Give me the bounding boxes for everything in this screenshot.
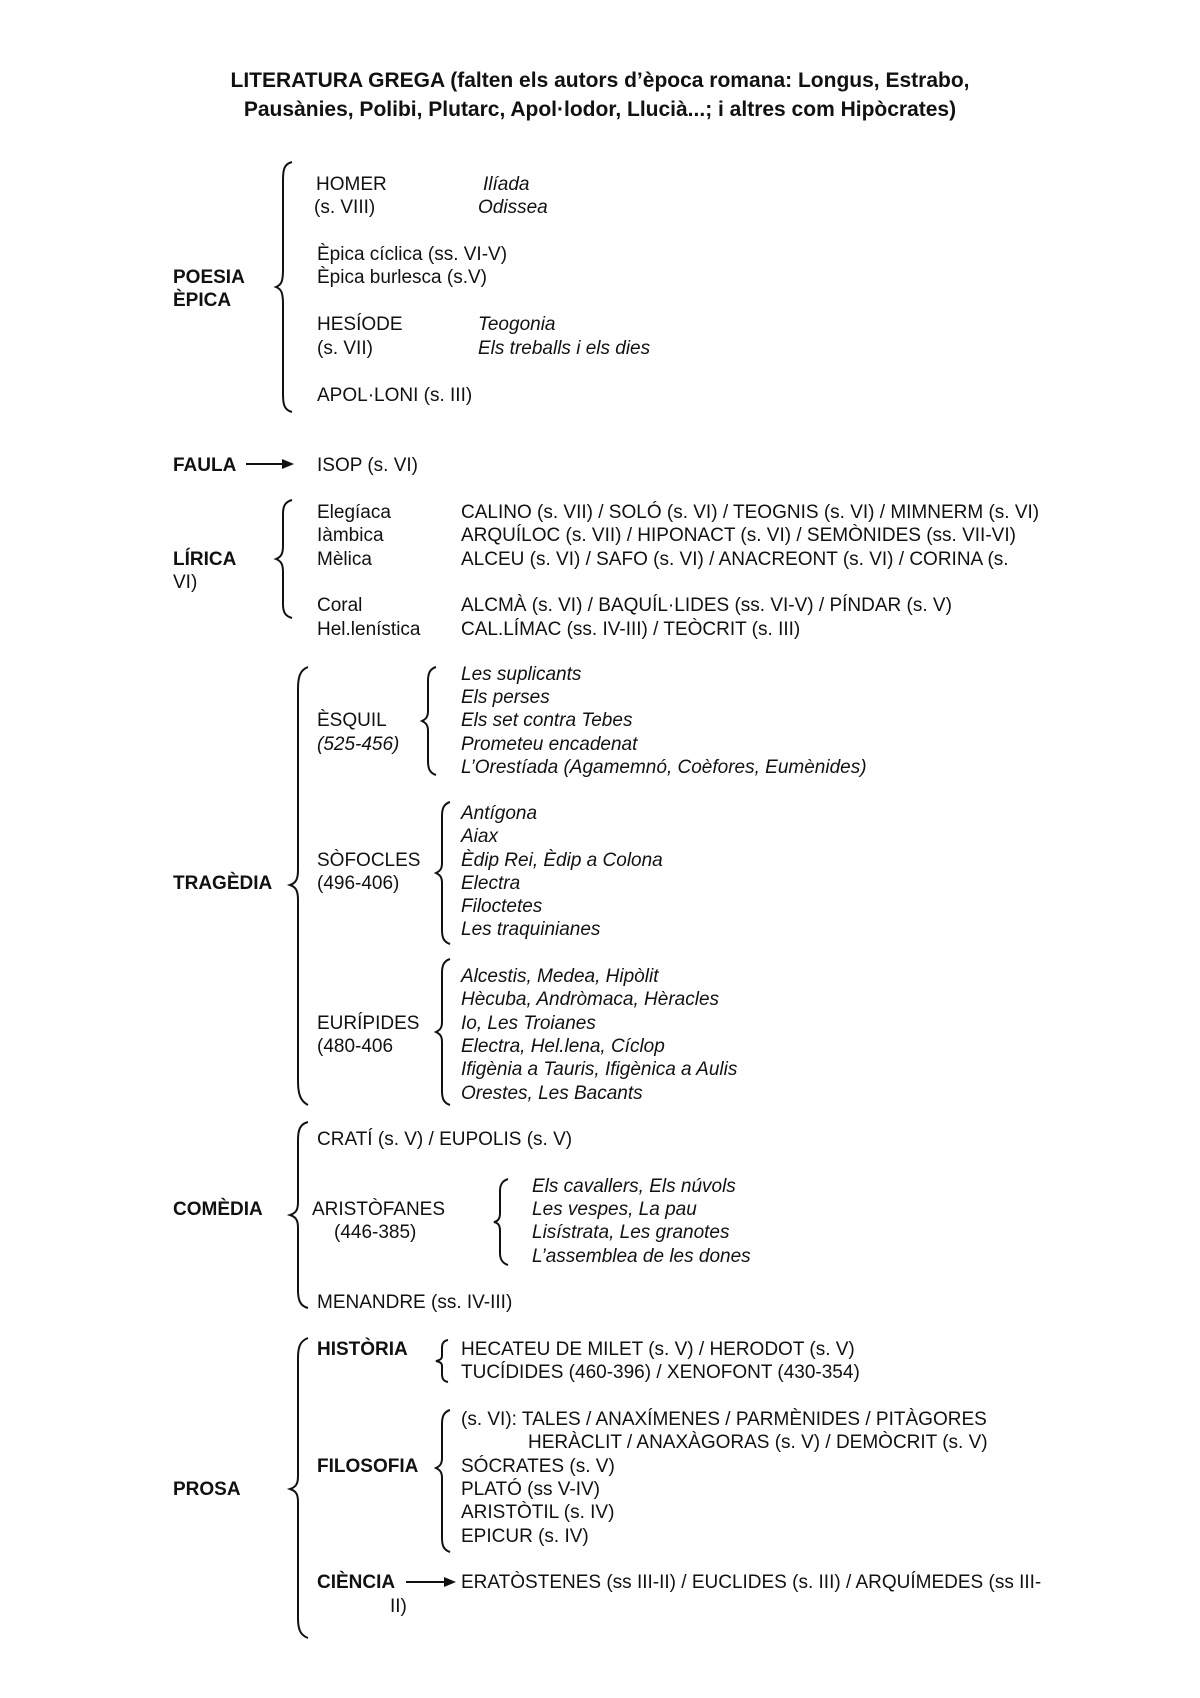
euripides-work: Alcestis, Medea, Hipòlit	[461, 966, 659, 987]
work-odissea: Odissea	[478, 197, 548, 218]
euripides-date: (480-406	[317, 1036, 394, 1057]
aristofanes-work: Lisístrata, Les granotes	[532, 1222, 730, 1243]
esquil-date: (525-456)	[317, 734, 400, 755]
ciencia-label: CIÈNCIA	[317, 1572, 396, 1593]
sofocles-work: Les traquinianes	[461, 919, 601, 940]
melica-authors: ALCEU (s. VI) / SAFO (s. VI) / ANACREONT (s. VI) / CORINA (s.	[461, 549, 1009, 570]
esquil-brace	[422, 665, 440, 777]
aristofanes-work: Les vespes, La pau	[532, 1199, 697, 1220]
prosa-label: PROSA	[173, 1479, 241, 1500]
genre-melica: Mèlica	[317, 549, 372, 570]
tragedia-brace	[290, 665, 312, 1107]
genre-iambica: Iàmbica	[317, 525, 384, 546]
work-treballs: Els treballs i els dies	[478, 338, 651, 359]
esquil-work: Prometeu encadenat	[461, 734, 638, 755]
sofocles-date: (496-406)	[317, 873, 400, 894]
filosofia-line: (s. VI): TALES / ANAXÍMENES / PARMÈNIDES / PITÀGORES	[461, 1409, 987, 1430]
euripides-work: Electra, Hel.lena, Cíclop	[461, 1036, 665, 1057]
sofocles-work: Electra	[461, 873, 521, 894]
filosofia-label: FILOSOFIA	[317, 1456, 419, 1477]
epica-ciclica: Èpica cíclica (ss. VI-V)	[317, 244, 508, 265]
esquil-work: Els set contra Tebes	[461, 710, 633, 731]
euripides-work: Io, Les Troianes	[461, 1013, 596, 1034]
euripides-work: Ifigènia a Tauris, Ifigènica a Aulis	[461, 1059, 738, 1080]
faula-label: FAULA	[173, 455, 237, 476]
hellenistica-authors: CAL.LÍMAC (ss. IV-III) / TEÒCRIT (s. III)	[461, 619, 801, 640]
genre-hellenistica: Hel.lenística	[317, 619, 421, 640]
crati-eupolis-entry: CRATÍ (s. V) / EUPOLIS (s. V)	[317, 1129, 573, 1150]
esquil-work: Els perses	[461, 687, 550, 708]
lirica-label: LÍRICA	[173, 549, 237, 570]
homer-date: (s. VIII)	[314, 197, 376, 218]
hesiode-date: (s. VII)	[317, 338, 373, 359]
apoloni-entry: APOL·LONI (s. III)	[317, 385, 473, 406]
filosofia-line: EPICUR (s. IV)	[461, 1526, 589, 1547]
euripides-work: Orestes, Les Bacants	[461, 1083, 643, 1104]
comedia-brace	[290, 1120, 312, 1310]
sofocles-work: Filoctetes	[461, 896, 543, 917]
historia-label: HISTÒRIA	[317, 1339, 408, 1360]
lirica-brace	[276, 498, 296, 620]
menandre-entry: MENANDRE (ss. IV-III)	[317, 1292, 513, 1313]
filosofia-line: SÓCRATES (s. V)	[461, 1456, 615, 1477]
aristofanes-name: ARISTÒFANES	[312, 1199, 446, 1220]
arrow-right-icon	[406, 1574, 458, 1590]
historia-line: HECATEU DE MILET (s. V) / HERODOT (s. V)	[461, 1339, 855, 1360]
historia-line: TUCÍDIDES (460-396) / XENOFONT (430-354)	[461, 1362, 860, 1383]
genre-coral: Coral	[317, 595, 363, 616]
isop-entry: ISOP (s. VI)	[317, 455, 419, 476]
sofocles-brace	[436, 800, 454, 946]
historia-brace	[436, 1338, 452, 1384]
work-teogonia: Teogonia	[478, 314, 556, 335]
ciencia-line: ERATÒSTENES (ss III-II) / EUCLIDES (s. III) / ARQUÍMEDES (ss III-	[461, 1572, 1042, 1593]
filosofia-line: HERÀCLIT / ANAXÀGORAS (s. V) / DEMÒCRIT (s. V)	[528, 1432, 988, 1453]
arrow-right-icon	[246, 456, 296, 472]
esquil-name: ÈSQUIL	[317, 710, 387, 731]
work-iliada: Ilíada	[483, 174, 530, 195]
comedia-label: COMÈDIA	[173, 1199, 263, 1220]
aristofanes-work: Els cavallers, Els núvols	[532, 1176, 736, 1197]
iambica-authors: ARQUÍLOC (s. VII) / HIPONACT (s. VI) / SEMÒNIDES (ss. VII-VI)	[461, 525, 1016, 546]
filosofia-brace	[436, 1408, 454, 1554]
sofocles-name: SÒFOCLES	[317, 850, 421, 871]
ciencia-line-cont: II)	[390, 1596, 407, 1617]
aristofanes-date: (446-385)	[334, 1222, 417, 1243]
filosofia-line: PLATÓ (ss V-IV)	[461, 1479, 601, 1500]
aristofanes-brace	[494, 1177, 512, 1267]
epica-label-1: POESIA	[173, 267, 245, 288]
sofocles-work: Èdip Rei, Èdip a Colona	[461, 850, 663, 871]
tragedia-label: TRAGÈDIA	[173, 873, 273, 894]
esquil-work: L’Orestíada (Agamemnó, Coèfores, Eumènides)	[461, 757, 867, 778]
coral-authors: ALCMÀ (s. VI) / BAQUÍL·LIDES (ss. VI-V) / PÍNDAR (s. V)	[461, 595, 952, 616]
document-title-line-1: LITERATURA GREGA (falten els autors d’època romana: Longus, Estrabo,	[230, 69, 970, 92]
aristofanes-work: L’assemblea de les dones	[532, 1246, 751, 1267]
prosa-brace	[290, 1336, 312, 1640]
euripides-brace	[436, 957, 454, 1107]
elegiaca-authors: CALINO (s. VII) / SOLÓ (s. VI) / TEOGNIS (s. VI) / MIMNERM (s. VI)	[461, 502, 1040, 523]
epica-burlesca: Èpica burlesca (s.V)	[317, 267, 488, 288]
sofocles-work: Antígona	[461, 803, 538, 824]
epica-brace	[276, 160, 296, 414]
genre-elegiaca: Elegíaca	[317, 502, 391, 523]
hesiode-name: HESÍODE	[317, 314, 403, 335]
epica-label-2: ÈPICA	[173, 290, 232, 311]
filosofia-line: ARISTÒTIL (s. IV)	[461, 1502, 615, 1523]
esquil-work: Les suplicants	[461, 664, 582, 685]
lirica-label-cont: VI)	[173, 572, 198, 593]
euripides-name: EURÍPIDES	[317, 1013, 420, 1034]
euripides-work: Hècuba, Andròmaca, Hèracles	[461, 989, 720, 1010]
sofocles-work: Aiax	[461, 826, 498, 847]
homer-name: HOMER	[316, 174, 387, 195]
document-title-line-2: Pausànies, Polibi, Plutarc, Apol·lodor, Llucià...; i altres com Hipòcrates)	[243, 98, 957, 121]
